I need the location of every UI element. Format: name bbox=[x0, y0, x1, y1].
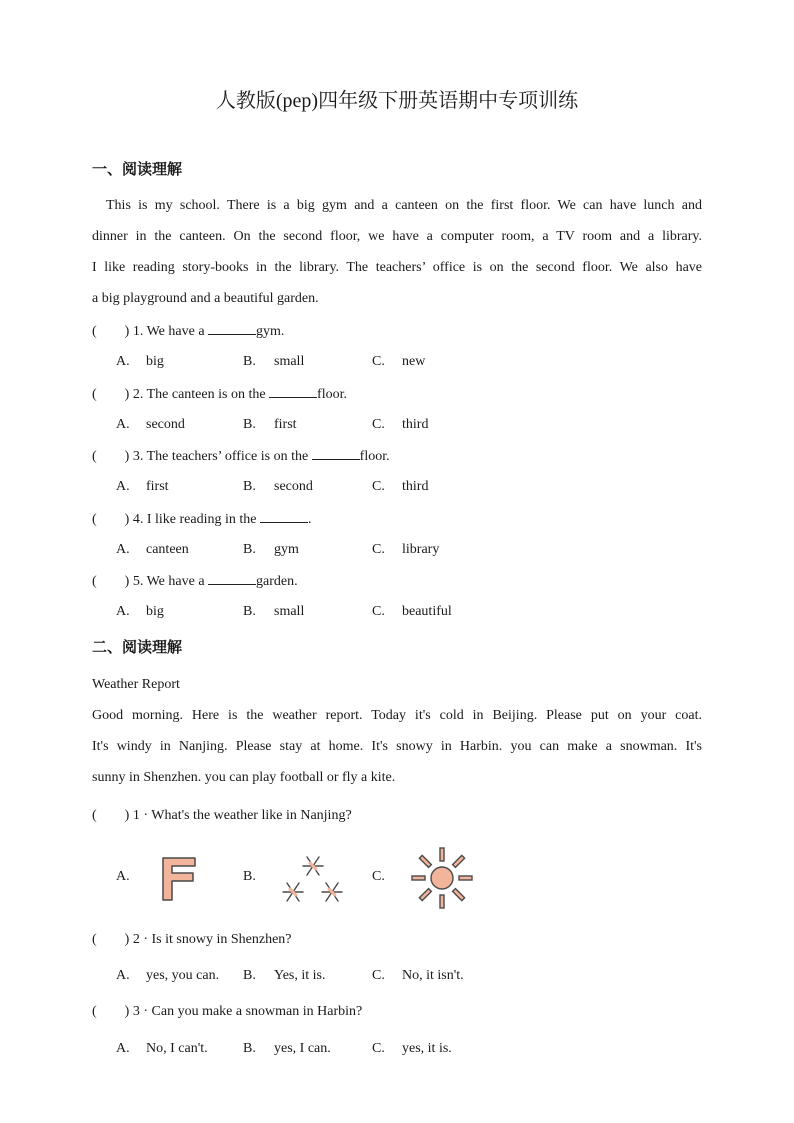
option-letter: C. bbox=[372, 417, 385, 432]
answer-paren-open[interactable]: ( bbox=[92, 932, 97, 947]
fill-blank[interactable] bbox=[260, 510, 308, 523]
snowflakes-icon[interactable] bbox=[278, 852, 348, 906]
option-letter: A. bbox=[116, 354, 130, 369]
fill-blank[interactable] bbox=[208, 572, 256, 585]
answer-paren-open[interactable]: ( bbox=[92, 512, 97, 527]
fill-blank[interactable] bbox=[208, 322, 256, 335]
option-text[interactable]: library bbox=[402, 542, 440, 557]
question: ( ) 3 · Can you make a snowman in Harbin? bbox=[92, 1004, 363, 1019]
passage-1-line-2: dinner in the canteen. On the second floor, we have a computer room, a TV room and a library. bbox=[92, 229, 702, 244]
question: ( ) 2 · Is it snowy in Shenzhen? bbox=[92, 932, 292, 947]
option-letter: C. bbox=[372, 604, 385, 619]
option-text[interactable]: Yes, it is. bbox=[274, 968, 326, 983]
answer-paren-open[interactable]: ( bbox=[92, 449, 97, 464]
option-letter: B. bbox=[243, 354, 256, 369]
option-letter: C. bbox=[372, 869, 385, 884]
option-letter: A. bbox=[116, 604, 130, 619]
option-letter: C. bbox=[372, 542, 385, 557]
question: ( ) 2. The canteen is on the floor. bbox=[92, 387, 347, 402]
option-text[interactable]: new bbox=[402, 354, 426, 369]
passage-2-subtitle: Weather Report bbox=[92, 677, 180, 692]
option-text[interactable]: yes, I can. bbox=[274, 1041, 331, 1056]
question: ( ) 1 · What's the weather like in Nanjing? bbox=[92, 808, 352, 823]
question: ( ) 5. We have a garden. bbox=[92, 574, 298, 589]
option-text[interactable]: big bbox=[146, 354, 164, 369]
option-letter: B. bbox=[243, 968, 256, 983]
option-letter: A. bbox=[116, 417, 130, 432]
option-text[interactable]: small bbox=[274, 604, 305, 619]
answer-paren-open[interactable]: ( bbox=[92, 324, 97, 339]
passage-1-line-1: This is my school. There is a big gym and a canteen on the first floor. We can have lunch and bbox=[106, 198, 702, 213]
option-letter: A. bbox=[116, 1041, 130, 1056]
question: ( ) 1. We have a gym. bbox=[92, 324, 285, 339]
option-text[interactable]: canteen bbox=[146, 542, 189, 557]
option-letter: C. bbox=[372, 354, 385, 369]
passage-1-line-3: I like reading story-books in the library. The teachers’ office is on the second floor. We also have bbox=[92, 260, 702, 275]
option-text[interactable]: No, it isn't. bbox=[402, 968, 464, 983]
passage-2-line-1: Good morning. Here is the weather report. Today it's cold in Beijing. Please put on your coat. bbox=[92, 708, 702, 723]
option-text[interactable]: beautiful bbox=[402, 604, 452, 619]
option-letter: B. bbox=[243, 479, 256, 494]
fill-blank[interactable] bbox=[312, 447, 360, 460]
option-text[interactable]: second bbox=[146, 417, 185, 432]
option-text[interactable]: gym bbox=[274, 542, 299, 557]
option-text[interactable]: second bbox=[274, 479, 313, 494]
windy-flag-icon[interactable] bbox=[160, 856, 198, 902]
option-letter: B. bbox=[243, 542, 256, 557]
option-text[interactable]: yes, it is. bbox=[402, 1041, 452, 1056]
option-text[interactable]: big bbox=[146, 604, 164, 619]
option-letter: A. bbox=[116, 968, 130, 983]
answer-paren-open[interactable]: ( bbox=[92, 808, 97, 823]
option-text[interactable]: third bbox=[402, 417, 429, 432]
fill-blank[interactable] bbox=[269, 385, 317, 398]
option-text[interactable]: third bbox=[402, 479, 429, 494]
option-letter: C. bbox=[372, 1041, 385, 1056]
option-letter: B. bbox=[243, 604, 256, 619]
option-text[interactable]: small bbox=[274, 354, 305, 369]
option-letter: B. bbox=[243, 417, 256, 432]
answer-paren-open[interactable]: ( bbox=[92, 574, 97, 589]
section-1-heading: 一、阅读理解 bbox=[92, 160, 183, 178]
question: ( ) 3. The teachers’ office is on the floor. bbox=[92, 449, 390, 464]
option-text[interactable]: first bbox=[274, 417, 297, 432]
option-letter: A. bbox=[116, 869, 130, 884]
option-letter: C. bbox=[372, 479, 385, 494]
option-letter: A. bbox=[116, 542, 130, 557]
option-letter: C. bbox=[372, 968, 385, 983]
answer-paren-open[interactable]: ( bbox=[92, 1004, 97, 1019]
answer-paren-open[interactable]: ( bbox=[92, 387, 97, 402]
passage-2-line-3: sunny in Shenzhen. you can play football or fly a kite. bbox=[92, 770, 396, 785]
option-letter: B. bbox=[243, 869, 256, 884]
option-letter: A. bbox=[116, 479, 130, 494]
question: ( ) 4. I like reading in the . bbox=[92, 512, 312, 527]
option-text[interactable]: yes, you can. bbox=[146, 968, 220, 983]
option-text[interactable]: first bbox=[146, 479, 169, 494]
page-title: 人教版(pep)四年级下册英语期中专项训练 bbox=[215, 90, 579, 112]
option-letter: B. bbox=[243, 1041, 256, 1056]
passage-1-line-4: a big playground and a beautiful garden. bbox=[92, 291, 319, 306]
option-text[interactable]: No, I can't. bbox=[146, 1041, 208, 1056]
passage-2-line-2: It's windy in Nanjing. Please stay at home. It's snowy in Harbin. you can make a snowman. It's bbox=[92, 739, 702, 754]
sun-icon[interactable] bbox=[410, 846, 474, 910]
section-2-heading: 二、阅读理解 bbox=[92, 638, 183, 656]
